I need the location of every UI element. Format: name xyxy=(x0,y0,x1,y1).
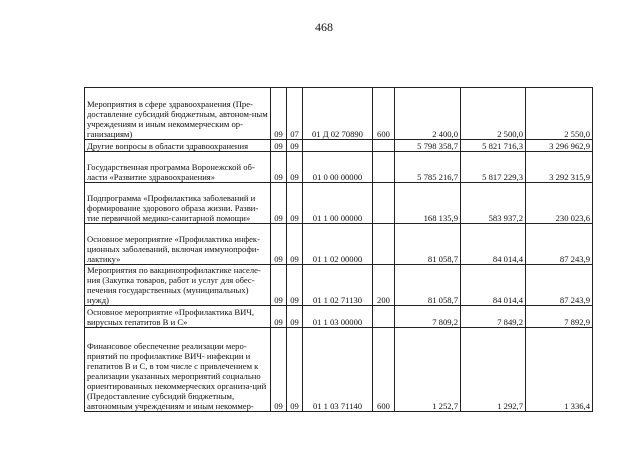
row-name-cell: Мероприятия в сфере здравоохранения (Пре-доставление субсидий бюджетным, автоном-ным учреждениям и иным некоммерческим ор-ганизациям) xyxy=(85,88,271,140)
amount-year2-cell: 2 500,0 xyxy=(461,88,526,140)
amount-year1-cell: 5 785 216,7 xyxy=(395,152,461,183)
amount-year3-cell: 7 892,9 xyxy=(526,306,593,328)
amount-year1-cell: 7 809,2 xyxy=(395,306,461,328)
section-code-cell: 09 xyxy=(271,306,287,328)
page-number: 468 xyxy=(315,20,333,34)
subsection-code-cell: 09 xyxy=(287,183,303,224)
amount-year3-cell: 3 292 315,9 xyxy=(526,152,593,183)
expense-type-code-cell: 600 xyxy=(373,328,395,412)
row-name-cell: Основное мероприятие «Профилактика ВИЧ, вирусных гепатитов В и С» xyxy=(85,306,271,328)
table-row xyxy=(85,88,593,140)
amount-year2-cell: 84 014,4 xyxy=(461,265,526,306)
target-item-code-cell: 01 1 03 71140 xyxy=(303,328,373,412)
amount-year2-cell: 5 817 229,3 xyxy=(461,152,526,183)
expense-type-code-cell xyxy=(373,224,395,265)
subsection-code-cell: 09 xyxy=(287,328,303,412)
amount-year1-cell: 1 252,7 xyxy=(395,328,461,412)
section-code-cell: 09 xyxy=(271,265,287,306)
amount-year2-cell: 5 821 716,3 xyxy=(461,140,526,152)
expense-type-code-cell: 600 xyxy=(373,88,395,140)
expense-type-code-cell: 200 xyxy=(373,265,395,306)
row-name-cell: Другие вопросы в области здравоохранения xyxy=(85,140,271,152)
amount-year3-cell: 87 243,9 xyxy=(526,265,593,306)
expense-type-code-cell xyxy=(373,183,395,224)
section-code-cell: 09 xyxy=(271,224,287,265)
section-code-cell: 09 xyxy=(271,183,287,224)
section-code-cell: 09 xyxy=(271,140,287,152)
target-item-code-cell: 01 Д 02 70890 xyxy=(303,88,373,140)
section-code-cell: 09 xyxy=(271,152,287,183)
amount-year1-cell: 168 135,9 xyxy=(395,183,461,224)
subsection-code-cell: 09 xyxy=(287,152,303,183)
row-name-cell: Основное мероприятие «Профилактика инфек-ционных заболеваний, включая иммунопрофи-лактику» xyxy=(85,224,271,265)
amount-year1-cell: 81 058,7 xyxy=(395,265,461,306)
target-item-code-cell xyxy=(303,140,373,152)
amount-year1-cell: 81 058,7 xyxy=(395,224,461,265)
table-row xyxy=(85,328,593,412)
subsection-code-cell: 09 xyxy=(287,224,303,265)
section-code-cell: 09 xyxy=(271,328,287,412)
amount-year3-cell: 3 296 962,9 xyxy=(526,140,593,152)
budget-table xyxy=(84,87,593,412)
table-row xyxy=(85,306,593,328)
amount-year3-cell: 230 023,6 xyxy=(526,183,593,224)
table-row xyxy=(85,265,593,306)
expense-type-code-cell xyxy=(373,140,395,152)
table-row xyxy=(85,224,593,265)
target-item-code-cell: 01 1 02 71130 xyxy=(303,265,373,306)
amount-year2-cell: 7 849,2 xyxy=(461,306,526,328)
amount-year2-cell: 1 292,7 xyxy=(461,328,526,412)
target-item-code-cell: 01 0 00 00000 xyxy=(303,152,373,183)
row-name-cell: Финансовое обеспечение реализации меро-приятий по профилактике ВИЧ- инфекции и гепатитов В и С, в том числе с привлечением к реализации указанных мероприятий социально ориентированных некоммерческих организа-ций (Предоставление субсидий бюджетным, автономным учреждениям и иным некоммер- xyxy=(85,328,271,412)
target-item-code-cell: 01 1 02 00000 xyxy=(303,224,373,265)
subsection-code-cell: 09 xyxy=(287,140,303,152)
row-name-cell: Подпрограмма «Профилактика заболеваний и формирование здорового образа жизни. Разви-тие первичной медико-санитарной помощи» xyxy=(85,183,271,224)
row-name-cell: Мероприятия по вакцинопрофилактике населе-ния (Закупка товаров, работ и услуг для обес-печения государственных (муниципальных) нужд) xyxy=(85,265,271,306)
amount-year2-cell: 84 014,4 xyxy=(461,224,526,265)
table-row xyxy=(85,152,593,183)
table-row xyxy=(85,183,593,224)
amount-year3-cell: 87 243,9 xyxy=(526,224,593,265)
target-item-code-cell: 01 1 03 00000 xyxy=(303,306,373,328)
amount-year1-cell: 2 400,0 xyxy=(395,88,461,140)
section-code-cell: 09 xyxy=(271,88,287,140)
subsection-code-cell: 09 xyxy=(287,306,303,328)
row-name-cell: Государственная программа Воронежской об-ласти «Развитие здравоохранения» xyxy=(85,152,271,183)
subsection-code-cell: 09 xyxy=(287,265,303,306)
amount-year3-cell: 2 550,0 xyxy=(526,88,593,140)
amount-year1-cell: 5 798 358,7 xyxy=(395,140,461,152)
expense-type-code-cell xyxy=(373,306,395,328)
table-row xyxy=(85,140,593,152)
target-item-code-cell: 01 1 00 00000 xyxy=(303,183,373,224)
subsection-code-cell: 07 xyxy=(287,88,303,140)
amount-year3-cell: 1 336,4 xyxy=(526,328,593,412)
amount-year2-cell: 583 937,2 xyxy=(461,183,526,224)
expense-type-code-cell xyxy=(373,152,395,183)
